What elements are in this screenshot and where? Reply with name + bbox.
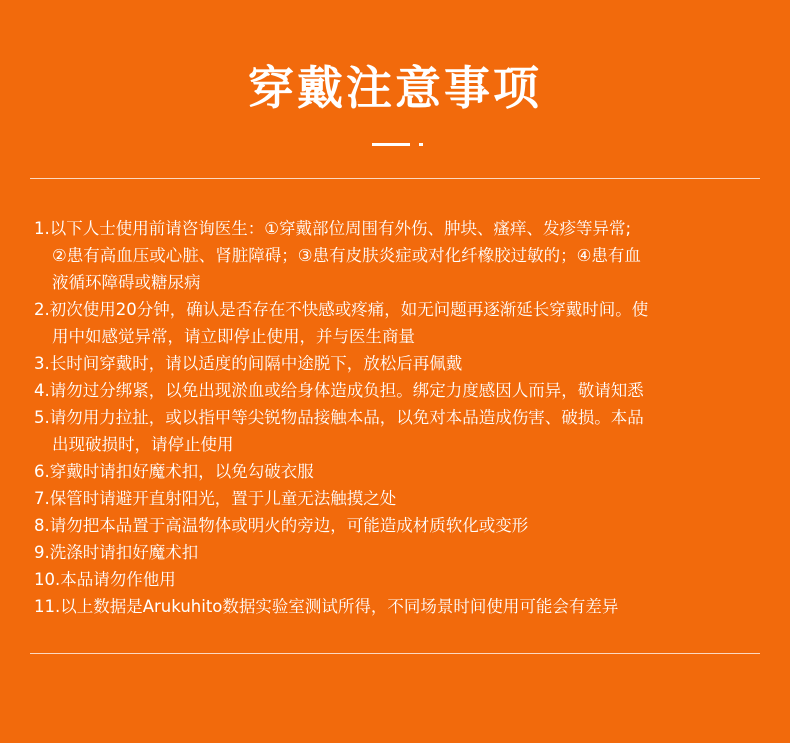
title-underline-mark <box>372 143 432 147</box>
list-item <box>34 539 764 566</box>
note-line: 10.本品请勿作他用 <box>34 570 176 589</box>
note-line: 5.请勿用力拉扯，或以指甲等尖锐物品接触本品，以免对本品造成伤害、破损。本品 <box>34 408 644 427</box>
note-line: 7.保管时请避开直射阳光，置于儿童无法触摸之处 <box>34 489 397 508</box>
note-line: 3.长时间穿戴时，请以适度的间隔中途脱下，放松后再佩戴 <box>34 354 463 373</box>
underline-dash <box>372 143 410 146</box>
note-line: 6.穿戴时请扣好魔术扣，以免勾破衣服 <box>34 462 314 481</box>
note-line: 9.洗涤时请扣好魔术扣 <box>34 543 199 562</box>
list-item <box>34 215 764 296</box>
divider-top <box>30 178 760 179</box>
list-item <box>34 296 764 350</box>
list-item <box>34 404 764 458</box>
list-item <box>34 593 764 620</box>
note-line: 11.以上数据是Arukuhito数据实验室测试所得，不同场景时间使用可能会有差异 <box>34 597 619 616</box>
underline-dot <box>419 143 423 146</box>
list-item <box>34 512 764 539</box>
note-line: 1.以下人士使用前请咨询医生：①穿戴部位周围有外伤、肿块、瘙痒、发疹等异常; <box>34 219 632 238</box>
divider-bottom <box>30 653 760 654</box>
note-line: 4.请勿过分绑紧，以免出现淤血或给身体造成负担。绑定力度感因人而异，敬请知悉 <box>34 381 644 400</box>
list-item <box>34 350 764 377</box>
note-line: 8.请勿把本品置于高温物体或明火的旁边，可能造成材质软化或变形 <box>34 516 529 535</box>
note-line: 2.初次使用20分钟，确认是否存在不快感或疼痛，如无问题再逐渐延长穿戴时间。使 <box>34 300 649 319</box>
note-line: 用中如感觉异常，请立即停止使用，并与医生商量 <box>52 327 415 346</box>
list-item <box>34 458 764 485</box>
note-line: ②患有高血压或心脏、肾脏障碍；③患有皮肤炎症或对化纤橡胶过敏的；④患有血 <box>52 246 641 265</box>
precautions-list <box>34 215 764 620</box>
list-item <box>34 566 764 593</box>
page-title: 穿戴注意事项 <box>248 61 542 115</box>
note-line: 液循环障碍或糖尿病 <box>52 273 201 292</box>
list-item <box>34 485 764 512</box>
list-item <box>34 377 764 404</box>
note-line: 出现破损时，请停止使用 <box>52 435 234 454</box>
